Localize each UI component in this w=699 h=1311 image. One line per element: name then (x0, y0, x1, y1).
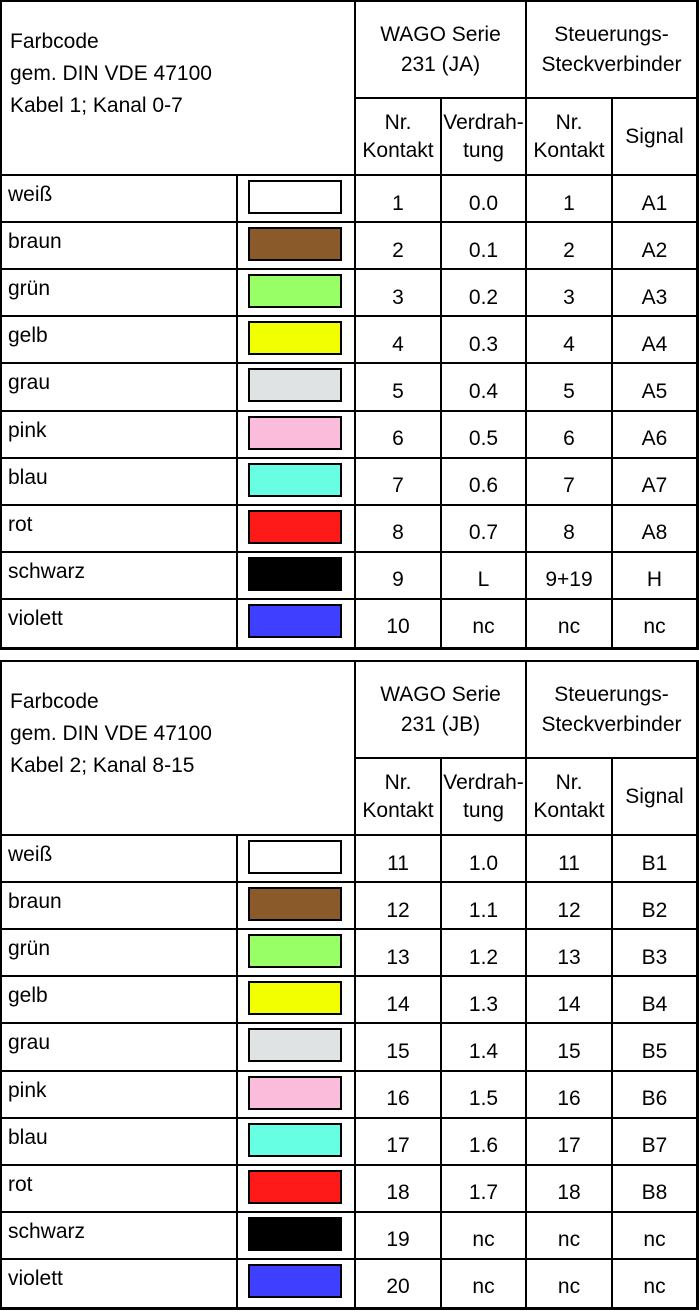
wago-contact-cell: 6 (392, 427, 404, 451)
signal-cell: nc (643, 615, 666, 639)
color-swatch (248, 274, 342, 308)
table-row (0, 1213, 699, 1260)
connector-contact-cell: 14 (557, 992, 581, 1016)
table-row (0, 506, 699, 553)
row-divider (0, 221, 699, 223)
wago-series-header (356, 662, 525, 757)
signal-cell: H (646, 568, 663, 592)
wago-contact-cell: 13 (386, 945, 410, 969)
wiring-cell: 0.4 (468, 379, 499, 403)
table-row (0, 883, 699, 930)
color-name-cell: pink (8, 1078, 47, 1102)
title-line: Kabel 1; Kanal 0-7 (10, 94, 183, 117)
connector-contact-cell: 18 (557, 1181, 581, 1205)
wago-contact-cell: 17 (386, 1134, 410, 1158)
color-swatch (248, 463, 342, 497)
row-divider (0, 1258, 699, 1260)
color-swatch (248, 416, 342, 450)
color-name-cell: violett (8, 606, 63, 630)
table-row (0, 459, 699, 506)
connector-contact-cell: 3 (563, 285, 575, 309)
header-line: Steuerungs- (554, 682, 669, 706)
header-line: Verdrah- (443, 110, 524, 134)
row-divider (0, 598, 699, 600)
signal-cell: A8 (641, 521, 668, 545)
wiring-cell: 0.2 (468, 285, 499, 309)
wago-series-header (356, 2, 525, 97)
connector-contact-cell: 16 (557, 1087, 581, 1111)
color-name-cell: grün (8, 277, 51, 301)
header-line: Nr. (384, 110, 412, 134)
color-name-cell: schwarz (8, 559, 86, 583)
wiring-cell: 1.4 (468, 1039, 499, 1063)
signal-cell: nc (643, 1275, 666, 1299)
header-line: 231 (JB) (400, 712, 481, 736)
subheader-nr-kontakt (356, 99, 440, 174)
table-row (0, 600, 699, 647)
table-row (0, 364, 699, 411)
wago-contact-cell: 20 (386, 1275, 410, 1299)
row-divider (0, 975, 699, 977)
color-swatch (248, 604, 342, 638)
wiring-cell: 0.7 (468, 521, 499, 545)
connector-header (527, 662, 696, 757)
title-line: gem. DIN VDE 47100 (10, 722, 212, 745)
table-title (10, 686, 212, 782)
header-line: Steckverbinder (541, 52, 682, 76)
color-swatch (248, 510, 342, 544)
connector-contact-cell: 12 (557, 898, 581, 922)
signal-cell: B4 (641, 992, 668, 1016)
row-divider (0, 457, 699, 459)
signal-cell: A3 (641, 285, 668, 309)
wiring-cell: nc (472, 1228, 495, 1252)
signal-cell: A4 (641, 332, 668, 356)
wago-contact-cell: 2 (392, 238, 404, 262)
table-row (0, 553, 699, 600)
color-swatch (248, 1123, 342, 1157)
table-row (0, 412, 699, 459)
header-line: WAGO Serie (380, 682, 501, 706)
color-swatch (248, 981, 342, 1015)
color-swatch (248, 180, 342, 214)
header-line: Nr. (555, 110, 583, 134)
color-swatch (248, 934, 342, 968)
wiring-cell: 0.1 (468, 238, 499, 262)
color-name-cell: braun (8, 230, 62, 254)
wiring-cell: 1.0 (468, 851, 499, 875)
color-name-cell: gelb (8, 984, 48, 1008)
signal-cell: B3 (641, 945, 668, 969)
connector-header (527, 2, 696, 97)
header-line: Kontakt (362, 798, 434, 822)
color-name-cell: pink (8, 418, 47, 442)
color-name-cell: schwarz (8, 1219, 86, 1243)
color-swatch (248, 557, 342, 591)
row-divider (0, 504, 699, 506)
wiring-cell: 1.1 (468, 898, 499, 922)
signal-cell: A2 (641, 238, 668, 262)
signal-cell: A6 (641, 427, 668, 451)
subheader-signal: Signal (625, 124, 684, 148)
subheader-nr-kontakt (527, 759, 611, 834)
subheader-verdrahtung (442, 759, 525, 834)
connector-contact-cell: 11 (558, 851, 580, 875)
color-name-cell: grau (8, 371, 51, 395)
table-row (0, 836, 699, 883)
wago-contact-cell: 8 (392, 521, 404, 545)
wiring-cell: nc (472, 1275, 495, 1299)
wago-contact-cell: 1 (392, 191, 404, 215)
color-name-cell: rot (8, 1172, 33, 1196)
connector-contact-cell: 4 (563, 332, 575, 356)
color-swatch (248, 1217, 342, 1251)
table-row (0, 1166, 699, 1213)
connector-contact-cell: 15 (557, 1039, 581, 1063)
color-swatch (248, 1264, 342, 1298)
connector-contact-cell: nc (557, 615, 581, 639)
connector-contact-cell: 5 (563, 379, 575, 403)
table-title (10, 26, 212, 122)
row-divider (0, 1211, 699, 1213)
connector-contact-cell: 8 (563, 521, 575, 545)
color-name-cell: violett (8, 1266, 63, 1290)
color-name-cell: weiß (8, 843, 53, 866)
wiring-cell: nc (472, 615, 495, 639)
color-swatch (248, 368, 342, 402)
color-swatch (248, 1170, 342, 1204)
wago-contact-cell: 5 (392, 379, 404, 403)
color-name-cell: blau (8, 465, 48, 489)
table-row (0, 977, 699, 1024)
title-line: Kabel 2; Kanal 8-15 (10, 754, 195, 777)
wago-contact-cell: 4 (392, 332, 404, 356)
row-divider (0, 551, 699, 553)
wiring-cell: 0.5 (468, 427, 499, 451)
header-line: Kontakt (533, 138, 605, 162)
wiring-cell: 0.3 (468, 332, 499, 356)
header-line: Nr. (555, 770, 583, 794)
wago-contact-cell: 18 (386, 1181, 410, 1205)
row-divider (0, 1070, 699, 1072)
header-line: Nr. (384, 770, 412, 794)
subheader-verdrahtung (442, 99, 525, 174)
header-line: Kontakt (533, 798, 605, 822)
table-row (0, 270, 699, 317)
signal-cell: B8 (641, 1181, 668, 1205)
color-swatch (248, 840, 342, 874)
signal-cell: A1 (641, 191, 668, 215)
row-divider (0, 881, 699, 883)
table-row (0, 1119, 699, 1166)
header-line: tung (463, 798, 504, 822)
wago-contact-cell: 9 (392, 568, 404, 592)
wago-contact-cell: 15 (386, 1039, 410, 1063)
title-line: Farbcode (10, 30, 99, 53)
connector-contact-cell: nc (557, 1275, 581, 1299)
connector-contact-cell: nc (557, 1228, 581, 1252)
color-swatch (248, 1028, 342, 1062)
color-name-cell: blau (8, 1125, 48, 1149)
color-swatch (248, 227, 342, 261)
signal-cell: B6 (641, 1087, 668, 1111)
signal-cell: A7 (641, 474, 668, 498)
connector-contact-cell: 17 (557, 1134, 581, 1158)
color-swatch (248, 887, 342, 921)
wiring-cell: 1.7 (468, 1181, 499, 1205)
signal-cell: B7 (641, 1134, 668, 1158)
color-name-cell: rot (8, 512, 33, 536)
subheader-nr-kontakt (356, 759, 440, 834)
wiring-cell: L (477, 568, 490, 592)
header-line: Steckverbinder (541, 712, 682, 736)
wiring-cell: 0.6 (468, 474, 499, 498)
wiring-cell: 1.5 (468, 1087, 499, 1111)
header-line: Steuerungs- (554, 22, 669, 46)
color-name-cell: grün (8, 937, 51, 961)
header-line: Verdrah- (443, 770, 524, 794)
color-name-cell: braun (8, 890, 62, 914)
subheader-nr-kontakt (527, 99, 611, 174)
wago-contact-cell: 10 (386, 615, 410, 639)
wiring-cell: 1.6 (468, 1134, 499, 1158)
wiring-cell: 1.3 (468, 992, 499, 1016)
signal-cell: nc (643, 1228, 666, 1252)
row-divider (0, 1117, 699, 1119)
table-row (0, 1260, 699, 1307)
color-code-table-cable-2 (0, 660, 699, 1310)
wago-contact-cell: 16 (386, 1087, 410, 1111)
signal-cell: A5 (641, 379, 668, 403)
table-row (0, 1024, 699, 1071)
color-name-cell: weiß (8, 183, 53, 206)
header-line: Kontakt (362, 138, 434, 162)
wiring-cell: 1.2 (468, 945, 499, 969)
color-code-table-cable-1 (0, 0, 699, 650)
signal-cell: B1 (641, 851, 668, 875)
signal-cell: B2 (641, 898, 668, 922)
color-swatch (248, 1076, 342, 1110)
table-row (0, 176, 699, 223)
row-divider (0, 928, 699, 930)
table-row (0, 930, 699, 977)
wago-contact-cell: 11 (387, 851, 409, 875)
connector-contact-cell: 1 (563, 191, 575, 215)
wago-contact-cell: 7 (392, 474, 404, 498)
table-row (0, 317, 699, 364)
wago-contact-cell: 19 (386, 1228, 410, 1252)
color-name-cell: gelb (8, 324, 48, 348)
subheader-signal: Signal (625, 784, 684, 808)
header-line: WAGO Serie (380, 22, 501, 46)
color-name-cell: grau (8, 1031, 51, 1055)
table-row (0, 1072, 699, 1119)
color-swatch (248, 321, 342, 355)
row-divider (0, 268, 699, 270)
row-divider (0, 1022, 699, 1024)
row-divider (0, 410, 699, 412)
wago-contact-cell: 14 (386, 992, 410, 1016)
connector-contact-cell: 9+19 (545, 568, 593, 592)
row-divider (0, 362, 699, 364)
wago-contact-cell: 3 (392, 285, 404, 309)
table-row (0, 223, 699, 270)
wago-contact-cell: 12 (386, 898, 410, 922)
signal-cell: B5 (641, 1039, 668, 1063)
row-divider (0, 1164, 699, 1166)
connector-contact-cell: 13 (557, 945, 581, 969)
header-line: tung (463, 138, 504, 162)
title-line: Farbcode (10, 690, 99, 713)
wiring-cell: 0.0 (468, 191, 499, 215)
connector-contact-cell: 2 (563, 238, 575, 262)
title-line: gem. DIN VDE 47100 (10, 62, 212, 85)
connector-contact-cell: 7 (563, 474, 575, 498)
row-divider (0, 315, 699, 317)
connector-contact-cell: 6 (563, 427, 575, 451)
header-line: 231 (JA) (400, 52, 481, 76)
